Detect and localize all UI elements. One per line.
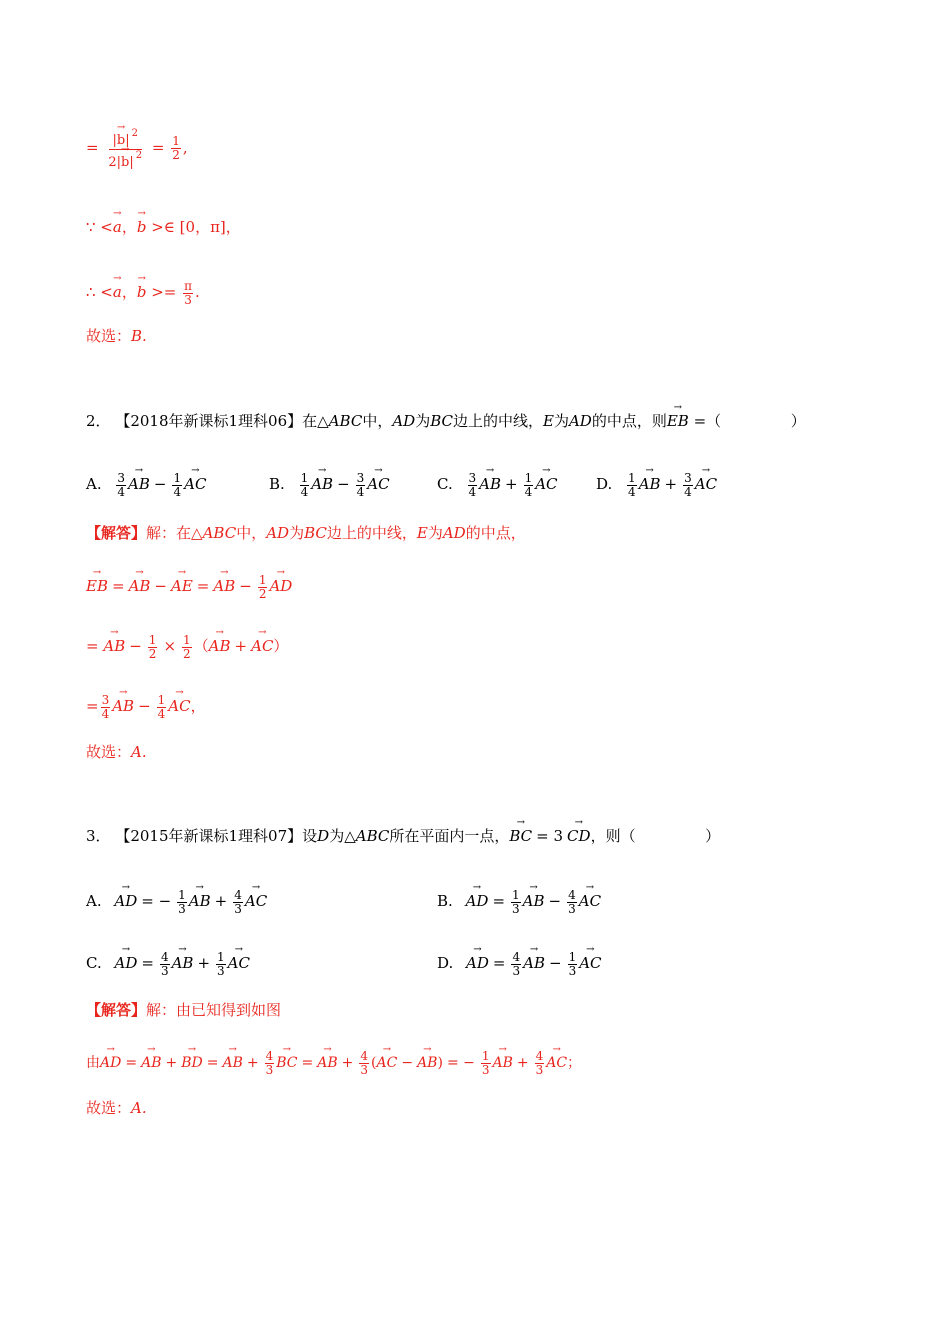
- math-text: ）: [705, 827, 721, 845]
- fraction: [116, 472, 126, 498]
- math-text: 3: [184, 292, 192, 307]
- math-text: 4: [535, 1049, 544, 1063]
- math-text: 4: [117, 484, 126, 499]
- math-text: 4: [234, 888, 242, 902]
- vector-label: → AD: [100, 1056, 121, 1070]
- vector-eb: → EB: [667, 414, 689, 429]
- exponent: 2: [131, 128, 138, 139]
- math-text: 1: [157, 693, 166, 707]
- fraction: [524, 472, 534, 498]
- math-text: 3: [512, 901, 520, 916]
- fraction: [627, 472, 637, 498]
- fraction: [359, 1050, 369, 1076]
- answer-3-step-1: [86, 1050, 581, 1076]
- math-text: =: [111, 577, 125, 596]
- math-text: B.: [269, 475, 285, 494]
- vector-label: → AB: [112, 699, 134, 714]
- math-text: +: [197, 954, 211, 973]
- math-text: 中，: [362, 412, 393, 430]
- math-text: 3: [117, 471, 126, 485]
- math-text: 4: [468, 484, 477, 499]
- math-text: 3: [178, 901, 186, 916]
- vector-b-magnitude: → |b|: [117, 156, 134, 169]
- option-b[interactable]: [269, 472, 390, 498]
- vector-label: → AC: [245, 894, 267, 909]
- math-text: C.: [437, 475, 453, 494]
- math-text: 边上的中线，: [452, 412, 543, 430]
- math-text: −: [239, 577, 252, 596]
- math-text: D.: [596, 475, 613, 494]
- math-text: 3: [684, 471, 692, 485]
- math-text: 4: [524, 484, 533, 499]
- math-text: −: [401, 1055, 414, 1072]
- math-text: 所在平面内一点，: [389, 827, 510, 845]
- math-text: 4: [360, 1049, 369, 1063]
- math-text: =: [141, 954, 154, 973]
- choice-line: [86, 329, 147, 344]
- math-text: −: [129, 637, 142, 656]
- math-text: D.: [437, 954, 454, 973]
- math-text: ABC: [202, 524, 237, 542]
- vector-b: → b: [137, 285, 147, 300]
- vector-label: → AE: [171, 579, 193, 594]
- math-text: 3: [356, 471, 365, 485]
- math-text: 解：由已知得到如图: [146, 1001, 282, 1019]
- math-text: 3: [512, 963, 521, 978]
- math-text: 为△: [329, 827, 356, 845]
- math-text: =: [196, 577, 210, 596]
- fraction: [683, 472, 693, 498]
- vector-label: → AB: [639, 477, 661, 492]
- math-text: 4: [684, 484, 692, 499]
- math-text: 4: [160, 950, 169, 964]
- math-text: 1: [178, 888, 186, 902]
- math-text: −: [153, 475, 167, 494]
- math-text: +: [246, 1055, 259, 1072]
- math-text: ）: [273, 637, 289, 656]
- math-text: = −: [141, 892, 172, 911]
- math-text: = 3: [536, 827, 564, 845]
- math-text: (: [371, 1055, 377, 1072]
- math-text: 3: [568, 963, 577, 978]
- equals-sign: =: [151, 138, 165, 157]
- answer-tag: 【解答】: [86, 524, 147, 542]
- vector-label: → AB: [311, 477, 333, 492]
- fraction: [157, 694, 167, 720]
- option-a[interactable]: [86, 889, 267, 915]
- math-text: ，: [190, 697, 206, 716]
- fraction: [481, 1050, 491, 1076]
- math-text: ∴ <: [86, 283, 113, 302]
- fraction: [468, 472, 478, 498]
- fraction: [233, 889, 243, 915]
- math-text: E: [416, 524, 428, 542]
- math-text: = −: [446, 1055, 475, 1072]
- math-text: 4: [157, 706, 166, 721]
- math-text: 故选：: [86, 327, 132, 345]
- math-text: =: [206, 1055, 219, 1072]
- math-text: AD: [568, 412, 592, 430]
- math-text: ；: [567, 1055, 582, 1072]
- option-c[interactable]: [86, 951, 250, 977]
- math-text: AD: [442, 524, 466, 542]
- fraction: [567, 889, 577, 915]
- math-text: A.: [86, 475, 102, 494]
- math-text: +: [341, 1055, 354, 1072]
- math-text: +: [165, 1055, 178, 1072]
- fraction: [172, 472, 182, 498]
- answer-3-intro: [86, 1003, 281, 1018]
- math-text: ，: [121, 218, 137, 236]
- answer-2-step-2: [86, 634, 288, 660]
- math-text: +: [516, 1055, 529, 1072]
- vector-label: → AB: [479, 477, 501, 492]
- magnitude-fraction: [106, 128, 144, 169]
- vector-label: → AB: [172, 956, 194, 971]
- math-text: ): [437, 1055, 443, 1072]
- math-text: 中，: [236, 524, 267, 542]
- fraction: [535, 1050, 545, 1076]
- vector-label: → AC: [535, 477, 557, 492]
- answer-2-intro: [86, 526, 526, 541]
- math-text: （: [193, 637, 209, 656]
- choice-letter: A.: [131, 1099, 147, 1117]
- math-text: 2: [172, 148, 180, 162]
- vector-label: → AC: [251, 639, 273, 654]
- math-text: 在△: [302, 412, 329, 430]
- answer-2-step-3: [86, 694, 206, 720]
- fraction: [148, 634, 158, 660]
- vector-cd: → CD: [567, 829, 591, 844]
- fraction: [177, 889, 187, 915]
- math-text: −: [548, 954, 562, 973]
- math-text: −: [337, 475, 350, 494]
- vector-label: → AB: [523, 956, 545, 971]
- math-text: 3: [535, 1062, 544, 1077]
- fraction: [258, 574, 268, 600]
- math-text: ×: [163, 637, 177, 656]
- vector-label: → EB: [86, 579, 108, 594]
- vector-label: → AB: [317, 1056, 337, 1070]
- math-text: +: [664, 475, 678, 494]
- vector-label: → AD: [115, 956, 138, 971]
- math-text: ,: [182, 138, 188, 157]
- fraction-pi-over-3: [183, 280, 193, 306]
- math-text: 3: [360, 1062, 369, 1077]
- math-text: ABC: [328, 412, 363, 430]
- math-text: 4: [628, 484, 636, 499]
- vector-a: → a: [113, 220, 122, 235]
- fraction-one-half: [171, 135, 181, 161]
- question-3-stem: [86, 829, 720, 844]
- solution-line-fraction: [86, 128, 188, 169]
- math-text: 3: [217, 963, 225, 978]
- math-text: 故选：: [86, 1099, 132, 1117]
- math-text: B.: [437, 892, 453, 911]
- vector-label: → AC: [579, 894, 601, 909]
- math-text: 1: [300, 471, 309, 485]
- math-text: 4: [101, 706, 110, 721]
- question-source: 【2015年新课标1理科07】: [115, 827, 303, 845]
- math-text: 1: [628, 471, 636, 485]
- option-a[interactable]: [86, 472, 206, 498]
- math-text: D: [317, 827, 330, 845]
- vector-label: → AC: [695, 477, 717, 492]
- vector-label: → AB: [103, 639, 125, 654]
- math-text: =: [301, 1055, 314, 1072]
- vector-label: → AC: [228, 956, 250, 971]
- vector-label: → AB: [417, 1056, 437, 1070]
- vector-label: → AD: [114, 894, 137, 909]
- question-number: 3．: [86, 827, 111, 845]
- math-text: 为: [415, 412, 431, 430]
- math-text: 3: [160, 963, 169, 978]
- vector-label: → BC: [276, 1056, 297, 1070]
- vector-label: → AB: [209, 639, 231, 654]
- math-text: −: [138, 697, 151, 716]
- math-text: 为: [289, 524, 305, 542]
- math-text: 1: [258, 573, 267, 587]
- vector-label: → AD: [466, 956, 489, 971]
- vector-bc: → BC: [509, 829, 532, 844]
- vector-label: → AB: [213, 579, 235, 594]
- math-text: 解：在△: [146, 524, 203, 542]
- math-text: 4: [568, 888, 576, 902]
- math-text: ）: [790, 412, 806, 430]
- math-text: 故选：: [86, 743, 132, 761]
- math-text: −: [548, 892, 562, 911]
- answer-2-step-1: [86, 574, 292, 600]
- vector-label: → AC: [377, 1056, 398, 1070]
- option-c[interactable]: [437, 472, 558, 498]
- vector-label: → AB: [129, 579, 151, 594]
- vector-label: → AB: [493, 1056, 513, 1070]
- fraction: [216, 951, 226, 977]
- option-d[interactable]: [596, 472, 717, 498]
- choice-letter: B.: [131, 327, 147, 345]
- vector-label: → AC: [367, 477, 389, 492]
- question-source: 【2018年新课标1理科06】: [115, 412, 303, 430]
- math-text: π: [184, 279, 193, 293]
- math-text: BC: [430, 412, 453, 430]
- math-text: 1: [568, 950, 577, 964]
- math-text: 3: [265, 1062, 274, 1077]
- math-text: 4: [356, 484, 365, 499]
- solution-line-therefore: [86, 280, 200, 306]
- math-text: 1: [148, 633, 157, 647]
- math-text: ，: [121, 283, 137, 302]
- math-text: E: [543, 412, 554, 430]
- math-text: 1: [183, 633, 191, 647]
- math-text: 2: [148, 646, 157, 661]
- vector-b-magnitude: → |b|: [113, 134, 130, 147]
- math-text: 3: [568, 901, 576, 916]
- coefficient: 2: [108, 155, 117, 170]
- vector-label: → AC: [168, 699, 190, 714]
- fraction: [356, 472, 366, 498]
- vector-label: → AC: [546, 1056, 567, 1070]
- math-text: 的中点，则: [591, 412, 667, 430]
- math-text: 1: [172, 134, 180, 149]
- vector-label: → BD: [181, 1056, 203, 1070]
- fraction: [300, 472, 310, 498]
- exponent: 2: [135, 150, 143, 161]
- vector-label: → AC: [184, 477, 206, 492]
- vector-label: → AB: [523, 894, 545, 909]
- math-text: =: [86, 637, 99, 656]
- vector-label: → AD: [466, 894, 489, 909]
- math-text: 3: [468, 471, 477, 485]
- math-text: 为: [553, 412, 569, 430]
- fraction: [160, 951, 170, 977]
- math-text: =: [86, 697, 99, 716]
- math-text: 4: [300, 484, 309, 499]
- vector-a: → a: [113, 285, 122, 300]
- math-text: +: [214, 892, 228, 911]
- option-d[interactable]: [437, 951, 602, 977]
- math-text: 边上的中线，: [326, 524, 417, 542]
- math-text: >∈ [0，π]，: [146, 218, 241, 236]
- option-b[interactable]: [437, 889, 601, 915]
- vector-b: → b: [137, 220, 147, 235]
- math-text: 1: [524, 471, 533, 485]
- math-text: +: [505, 475, 518, 494]
- choice-line: [86, 1101, 147, 1116]
- math-text: 4: [265, 1049, 274, 1063]
- math-text: 1: [481, 1049, 490, 1063]
- vector-label: → AC: [579, 956, 601, 971]
- vector-label: → AD: [269, 579, 292, 594]
- math-text: 设: [302, 827, 318, 845]
- math-text: AD: [266, 524, 290, 542]
- math-text: 2: [183, 646, 191, 661]
- choice-line: [86, 745, 147, 760]
- math-text: ，则（: [590, 827, 636, 845]
- vector-label: → AB: [222, 1056, 242, 1070]
- math-text: 3: [101, 693, 110, 707]
- math-text: 2: [258, 586, 267, 601]
- question-number: 2．: [86, 412, 111, 430]
- math-text: −: [154, 577, 167, 596]
- math-text: =（: [693, 412, 722, 430]
- math-text: 3: [234, 901, 242, 916]
- fraction: [182, 634, 192, 660]
- math-text: +: [234, 637, 248, 656]
- equals-sign: =: [86, 138, 99, 157]
- math-text: =: [492, 892, 506, 911]
- math-text: .: [195, 283, 200, 302]
- math-text: A.: [86, 892, 102, 911]
- math-text: 由: [86, 1055, 100, 1072]
- math-text: ∵ <: [86, 218, 113, 236]
- vector-label: → AB: [128, 477, 150, 492]
- math-text: 的中点，: [465, 524, 526, 542]
- solution-line-because: [86, 220, 241, 235]
- fraction: [101, 694, 111, 720]
- question-2-stem: [86, 414, 806, 429]
- vector-label: → AB: [141, 1056, 161, 1070]
- fraction: [265, 1050, 275, 1076]
- fraction: [568, 951, 578, 977]
- math-text: 4: [512, 950, 521, 964]
- vector-label: → AB: [189, 894, 211, 909]
- math-text: BC: [304, 524, 327, 542]
- math-text: AD: [392, 412, 416, 430]
- math-text: >=: [146, 283, 177, 302]
- math-text: 1: [217, 950, 225, 964]
- math-text: 4: [173, 484, 182, 499]
- fraction: [511, 889, 521, 915]
- choice-letter: A.: [131, 743, 147, 761]
- math-text: ABC: [355, 827, 390, 845]
- math-text: 为: [427, 524, 443, 542]
- math-text: 1: [173, 471, 182, 485]
- math-text: =: [492, 954, 506, 973]
- math-text: 1: [512, 888, 520, 902]
- math-text: 3: [481, 1062, 490, 1077]
- math-text: =: [125, 1055, 138, 1072]
- math-text: C.: [86, 954, 102, 973]
- fraction: [511, 951, 521, 977]
- answer-tag: 【解答】: [86, 1001, 147, 1019]
